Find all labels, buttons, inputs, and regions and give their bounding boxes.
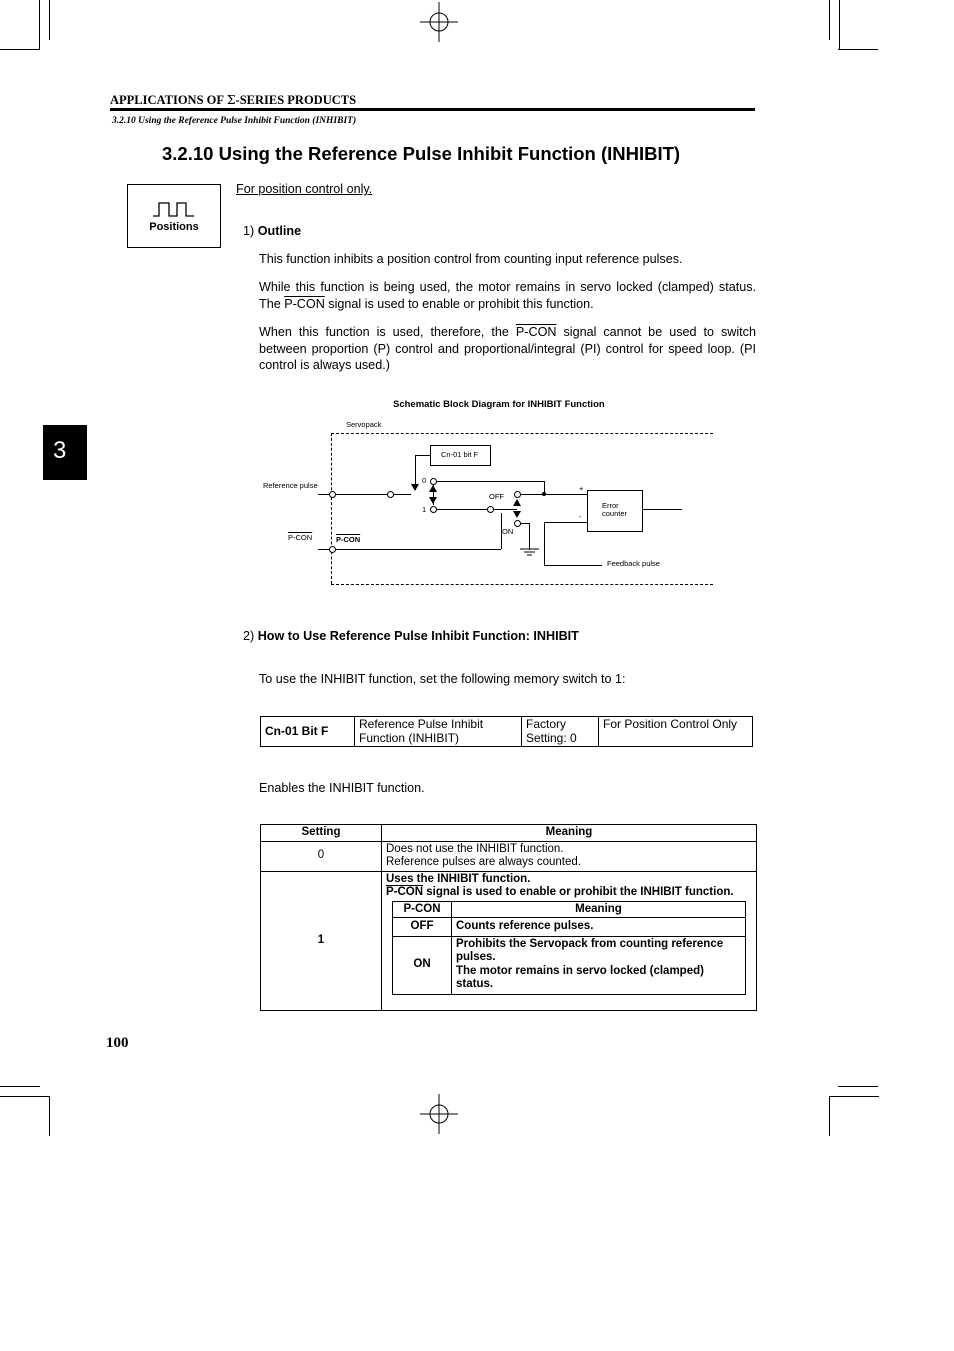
servopack-boundary-top <box>331 433 713 434</box>
outline-paragraph-1: This function inhibits a position control from counting input reference pulses. <box>259 252 683 266</box>
table-row <box>261 825 757 842</box>
pcon-meaning-line: Prohibits the Servopack from counting reference pulses. <box>456 937 724 963</box>
running-head: 3.2.10 Using the Reference Pulse Inhibit Function (INHIBIT) <box>112 116 357 126</box>
memory-switch-scope: For Position Control Only <box>599 717 753 747</box>
pcon-wire-vertical <box>501 513 502 549</box>
cn01-wire-horizontal <box>415 455 430 456</box>
junction-drop <box>544 481 545 494</box>
pcon-wire-inner <box>336 549 501 550</box>
registration-mark-bottom <box>418 1094 460 1134</box>
arrow-down-icon <box>411 484 420 492</box>
cn01-bit-f-box <box>430 445 491 466</box>
setting-meaning-line: Does not use the INHIBIT function. <box>386 842 564 855</box>
enables-text: Enables the INHIBIT function. <box>259 781 425 795</box>
howto-title: How to Use Reference Pulse Inhibit Function: INHIBIT <box>257 629 579 643</box>
chapter-tab <box>43 425 87 480</box>
setting-value: 0 <box>261 841 382 871</box>
error-counter-box <box>587 490 643 532</box>
off-contact-wire <box>520 494 587 495</box>
memory-switch-name <box>355 717 522 747</box>
cn01-bit-f-label: Cn-01 bit F <box>441 450 479 459</box>
howto-heading <box>243 629 579 643</box>
outline-title: Outline <box>257 224 302 238</box>
pcon-outer-label: P-CON <box>288 533 313 542</box>
outline-heading <box>243 224 301 238</box>
error-counter-label-1: Error <box>602 501 619 510</box>
table-row <box>393 918 746 937</box>
howto-number: 2) <box>243 629 255 643</box>
reference-pulse-terminal <box>329 491 336 498</box>
outline-paragraph-2-text-a: While this function is being used, the motor remains in servo locked (clamped) status. The <box>259 280 756 311</box>
outline-number: 1) <box>243 224 255 238</box>
position-control-note: For position control only. <box>236 182 373 196</box>
servopack-label: Servopack <box>346 420 382 429</box>
ground-link <box>520 523 529 524</box>
pcon-terminal <box>329 546 336 553</box>
setting-meaning-text: signal is used to enable or prohibit the INHIBIT function. <box>423 886 734 898</box>
outline-paragraph-3-text-a: When this function is used, therefore, the <box>259 325 516 339</box>
header-rule <box>110 108 755 111</box>
meaning-column-header: Meaning <box>452 901 746 918</box>
memory-switch-table <box>260 716 753 747</box>
pcon-inner-label: P-CON <box>336 535 361 544</box>
minus-label: - <box>579 512 582 521</box>
reference-pulse-wire-inner <box>336 494 388 495</box>
setting-column-header: Setting <box>261 825 382 842</box>
servopack-boundary-left <box>331 433 332 584</box>
pcon-signal: P-CON <box>386 886 424 898</box>
page-title: 3.2.10 Using the Reference Pulse Inhibit Function (INHIBIT) <box>162 143 681 164</box>
selector-zero-label: 0 <box>422 476 427 485</box>
pcon-meaning-table <box>392 901 746 995</box>
one-path-wire <box>436 509 487 510</box>
arrow-up-icon <box>429 485 438 493</box>
off-label: OFF <box>489 492 504 501</box>
ground-wire <box>529 523 530 550</box>
registration-mark-top <box>418 2 460 42</box>
memory-switch-code: Cn-01 Bit F <box>261 717 355 747</box>
feedback-wire-bottom <box>544 565 602 566</box>
pcon-meaning-line: The motor remains in servo locked (clamped) status. <box>456 964 704 990</box>
settings-table <box>260 824 757 1011</box>
reference-pulse-label: Reference pulse <box>263 481 318 490</box>
ground-icon <box>520 548 540 558</box>
pcon-signal: P-CON <box>515 325 557 339</box>
setting-meaning <box>382 871 757 1010</box>
arrow-up-icon <box>513 499 522 507</box>
error-counter-output <box>642 509 682 510</box>
sigma-symbol: Σ <box>226 92 236 107</box>
section-header-prefix: APPLICATIONS OF <box>110 93 227 107</box>
table-row <box>393 936 746 994</box>
table-row <box>393 901 746 918</box>
arrow-down-icon <box>429 497 438 505</box>
section-header-suffix: -SERIES PRODUCTS <box>235 93 357 107</box>
pcon-state: OFF <box>393 918 452 937</box>
section-header <box>110 92 356 108</box>
outline-paragraph-3-text-b: signal cannot be used to switch between proportion (P) control and proportional/integral (PI) control for speed loop. (PI control is always used.) <box>259 325 756 372</box>
positions-mode-box <box>127 184 221 248</box>
table-row <box>261 717 753 747</box>
selector-one-label: 1 <box>422 505 427 514</box>
diagram-title: Schematic Block Diagram for INHIBIT Function <box>393 399 605 410</box>
memory-switch-name-line-2: Function (INHIBIT) <box>359 730 460 745</box>
switch-common-wire <box>393 494 411 495</box>
outline-paragraph-3 <box>259 324 756 374</box>
setting-meaning-line: Reference pulses are always counted. <box>386 856 581 868</box>
pcon-state: ON <box>393 936 452 994</box>
outline-paragraph-2 <box>259 279 756 312</box>
plus-label: + <box>579 484 584 493</box>
pcon-column-header: P-CON <box>393 901 452 918</box>
pcon-signal: P-CON <box>284 296 325 311</box>
feedback-pulse-label: Feedback pulse <box>607 559 660 568</box>
memory-switch-factory-line-2: Setting: 0 <box>526 730 577 745</box>
setting-value: 1 <box>261 871 382 1010</box>
pcon-switch-blade <box>493 509 517 510</box>
feedback-wire-horizontal <box>544 522 587 523</box>
arrow-down-icon <box>513 511 522 519</box>
chapter-number: 3 <box>53 437 67 464</box>
error-counter-label-2: counter <box>602 509 628 518</box>
outline-paragraph-2-text-b: signal is used to enable or prohibit this function. <box>324 296 594 311</box>
howto-paragraph: To use the INHIBIT function, set the following memory switch to 1: <box>259 672 626 686</box>
memory-switch-factory-line-1: Factory <box>526 717 567 731</box>
servopack-boundary-bottom <box>331 584 713 585</box>
pcon-meaning <box>452 936 746 994</box>
memory-switch-name-line-1: Reference Pulse Inhibit <box>359 717 484 731</box>
pulse-train-icon <box>152 201 196 218</box>
meaning-column-header: Meaning <box>382 825 757 842</box>
setting-meaning-line <box>386 886 752 900</box>
feedback-wire-vertical <box>544 522 545 565</box>
pcon-meaning: Counts reference pulses. <box>452 918 746 937</box>
memory-switch-factory <box>522 717 599 747</box>
zero-path-wire <box>436 481 544 482</box>
table-row <box>261 841 757 871</box>
on-label: ON <box>502 527 514 536</box>
setting-meaning-line: Uses the INHIBIT function. <box>386 872 531 885</box>
positions-label: Positions <box>149 221 199 233</box>
setting-meaning <box>382 841 757 871</box>
page-number: 100 <box>106 1035 129 1051</box>
table-row <box>261 871 757 1010</box>
